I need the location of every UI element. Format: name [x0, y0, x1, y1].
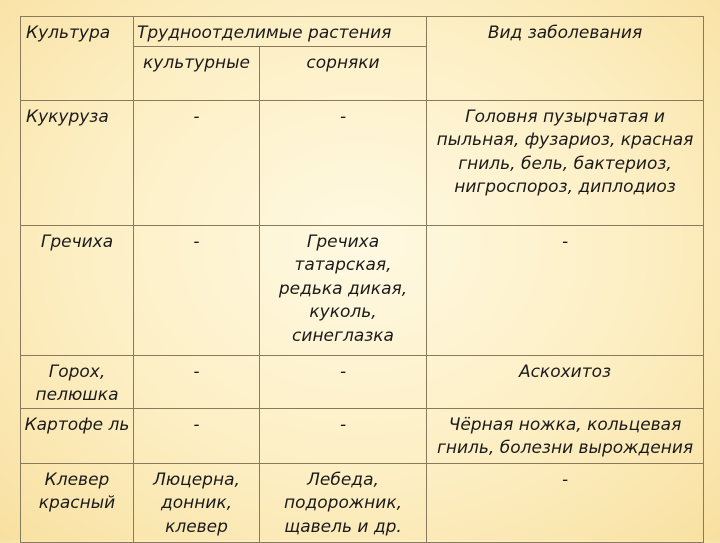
disease-cell: Чёрная ножка, кольцевая гниль, болезни вырождения [427, 408, 704, 463]
table-row [21, 408, 704, 463]
cultivated-cell: - [134, 100, 260, 225]
weeds-cell: - [260, 100, 427, 225]
table-row [21, 463, 704, 542]
subheader-cultivated: культурные [134, 46, 260, 100]
disease-cell: Аскохитоз [427, 355, 704, 408]
cultivated-cell: - [134, 408, 260, 463]
crop-cell: Гречиха [21, 225, 134, 355]
cultivated-cell: - [134, 225, 260, 355]
weeds-cell: - [260, 355, 427, 408]
weeds-cell: Лебеда, подорожник, щавель и др. [260, 463, 427, 542]
weeds-cell: - [260, 408, 427, 463]
header-row [21, 17, 704, 47]
table-row [21, 100, 704, 225]
crop-cell: Картофе ль [21, 408, 134, 463]
crop-cell: Кукуруза [21, 100, 134, 225]
cultivated-cell: Люцерна, донник, клевер [134, 463, 260, 542]
crop-disease-table [20, 16, 704, 543]
crop-cell: Клевер красный [21, 463, 134, 542]
weeds-cell: Гречиха татарская, редька дикая, куколь, синеглазка [260, 225, 427, 355]
header-hard-to-separate-plants: Трудноотделимые растения [134, 17, 427, 47]
table-row [21, 355, 704, 408]
header-crop: Культура [21, 17, 134, 101]
cultivated-cell: - [134, 355, 260, 408]
table-row [21, 225, 704, 355]
disease-cell: - [427, 463, 704, 542]
subheader-weeds: сорняки [260, 46, 427, 100]
disease-cell: - [427, 225, 704, 355]
disease-cell: Головня пузырчатая и пыльная, фузариоз, красная гниль, бель, бактериоз, нигроспороз, диплодиоз [427, 100, 704, 225]
header-disease-type: Вид заболевания [427, 17, 704, 101]
crop-cell: Горох, пелюшка [21, 355, 134, 408]
